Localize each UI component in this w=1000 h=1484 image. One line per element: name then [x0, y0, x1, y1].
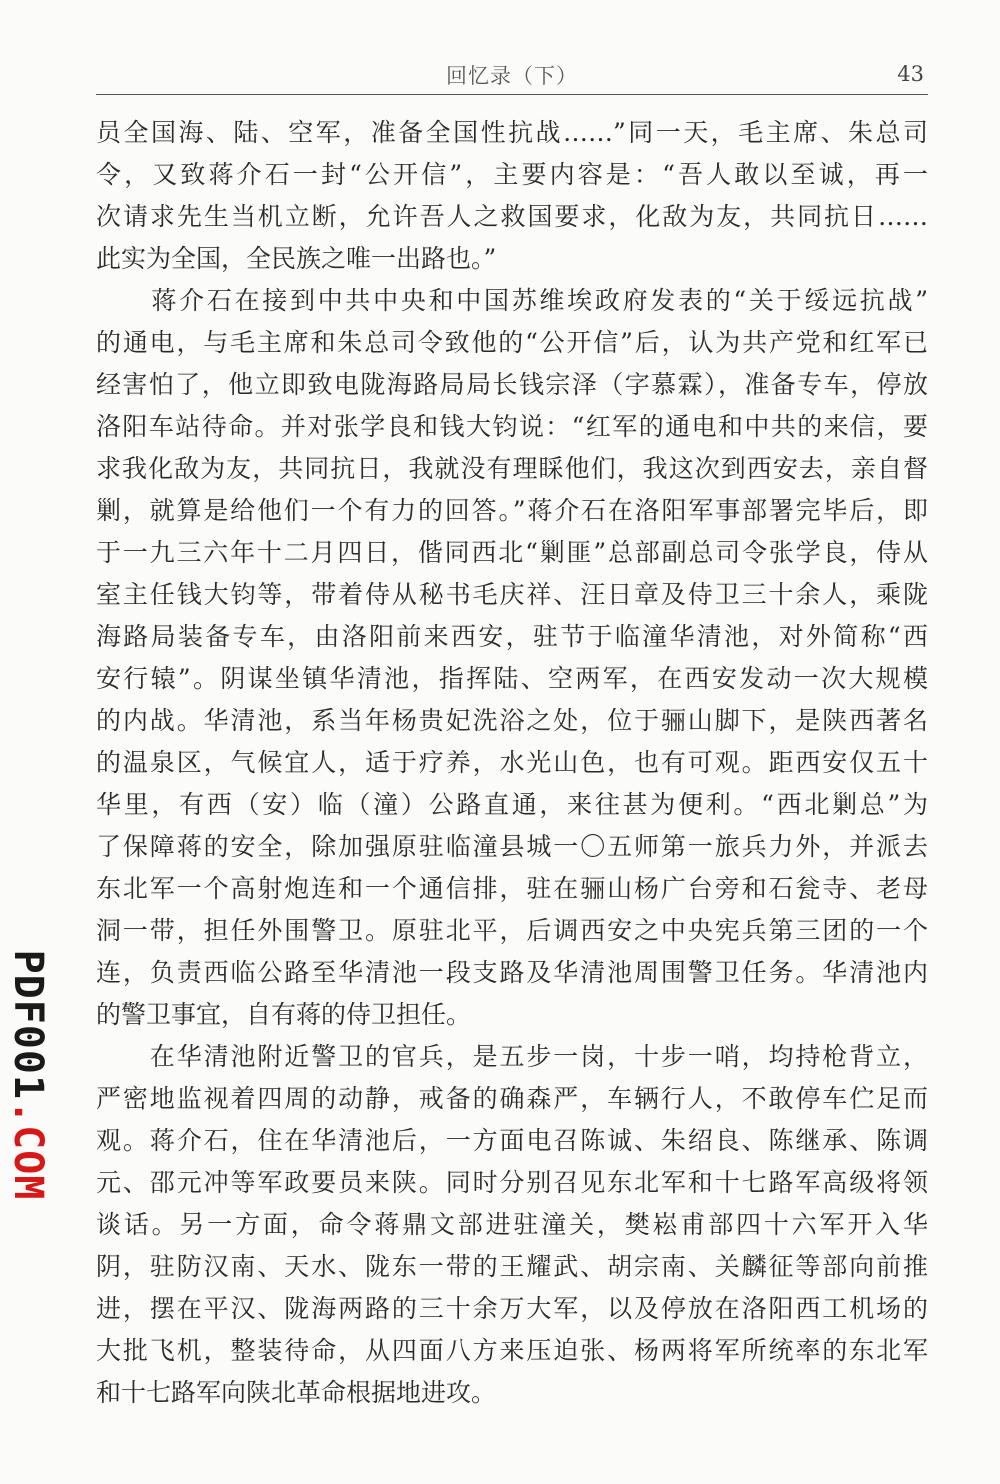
text-line: 员全国海、陆、空军，准备全国性抗战……”同一天，毛主席、朱总司 — [96, 118, 928, 147]
text-line: 进，摆在平汉、陇海两路的三十余万大军，以及停放在洛阳西工机场的 — [96, 1294, 928, 1323]
text-line: 了保障蒋的安全，除加强原驻临潼县城一〇五师第一旅兵力外，并派去 — [96, 832, 928, 861]
text-line: 连，负责西临公路至华清池一段支路及华清池周围警卫任务。华清池内 — [96, 958, 928, 987]
text-line: 的温泉区，气候宜人，适于疗养，水光山色，也有可观。距西安仅五十 — [96, 748, 928, 777]
text-line: 的内战。华清池，系当年杨贵妃洗浴之处，位于骊山脚下，是陕西著名 — [96, 706, 928, 735]
text-line: 经害怕了，他立即致电陇海路局局长钱宗泽（字慕霖），准备专车，停放 — [96, 370, 928, 399]
watermark — [5, 949, 51, 1201]
text-line: 大批飞机，整装待命，从四面八方来压迫张、杨两将军所统率的东北军 — [96, 1336, 928, 1365]
running-header — [96, 58, 928, 95]
paragraph-end-line: 此实为全国，全民族之唯一出路也。” — [96, 244, 497, 273]
paragraph-end-line: 的警卫事宜，自有蒋的侍卫担任。 — [96, 1000, 472, 1029]
text-line: 华里，有西（安）临（潼）公路直通，来往甚为便利。“西北剿总”为 — [96, 790, 928, 819]
text-line: 安行辕”。阴谋坐镇华清池，指挥陆、空两军，在西安发动一次大规模 — [96, 664, 928, 693]
header-title: 回忆录（下） — [446, 64, 578, 88]
text-line: 令，又致蒋介石一封“公开信”，主要内容是：“吾人敢以至诚，再一 — [96, 160, 928, 189]
paragraph-end-line: 和十七路军向陕北革命根据地进攻。 — [96, 1378, 497, 1407]
text-line: 于一九三六年十二月四日，偕同西北“剿匪”总部副总司令张学良，侍从 — [96, 538, 928, 567]
text-line: 蒋介石在接到中共中央和中国苏维埃政府发表的“关于绥远抗战” — [96, 286, 928, 315]
text-line: 室主任钱大钧等，带着侍从秘书毛庆祥、汪日章及侍卫三十余人，乘陇 — [96, 580, 928, 609]
text-line: 东北军一个高射炮连和一个通信排，驻在骊山杨广台旁和石瓮寺、老母 — [96, 874, 928, 903]
watermark-part-2: .COM — [5, 1100, 51, 1201]
text-line: 剿，就算是给他们一个有力的回答。”蒋介石在洛阳军事部署完毕后，即 — [96, 496, 928, 525]
body-text — [96, 112, 928, 1414]
text-line: 的通电，与毛主席和朱总司令致他的“公开信”后，认为共产党和红军已 — [96, 328, 928, 357]
text-line: 观。蒋介石，住在华清池后，一方面电召陈诚、朱绍良、陈继承、陈调 — [96, 1126, 928, 1155]
watermark-text — [5, 950, 51, 1201]
text-line: 谈话。另一方面，命令蒋鼎文部进驻潼关，樊崧甫部四十六军开入华 — [96, 1210, 928, 1239]
text-line: 洛阳车站待命。并对张学良和钱大钧说：“红军的通电和中共的来信，要 — [96, 412, 928, 441]
text-line: 求我化敌为友，共同抗日，我就没有理睬他们，我这次到西安去，亲自督 — [96, 454, 928, 483]
page-number: 43 — [897, 62, 924, 86]
text-line: 洞一带，担任外围警卫。原驻北平，后调西安之中央宪兵第三团的一个 — [96, 916, 928, 945]
text-line: 阴，驻防汉南、天水、陇东一带的王耀武、胡宗南、关麟征等部向前推 — [96, 1252, 928, 1281]
text-line: 在华清池附近警卫的官兵，是五步一岗，十步一哨，均持枪背立， — [96, 1042, 928, 1071]
watermark-part-1: PDF001 — [5, 949, 51, 1101]
text-line: 次请求先生当机立断，允许吾人之救国要求，化敌为友，共同抗日…… — [96, 202, 928, 231]
text-line: 严密地监视着四周的动静，戒备的确森严，车辆行人，不敢停车伫足而 — [96, 1084, 928, 1113]
text-line: 海路局装备专车，由洛阳前来西安，驻节于临潼华清池，对外简称“西 — [96, 622, 928, 651]
text-line: 元、邵元冲等军政要员来陕。同时分别召见东北军和十七路军高级将领 — [96, 1168, 928, 1197]
